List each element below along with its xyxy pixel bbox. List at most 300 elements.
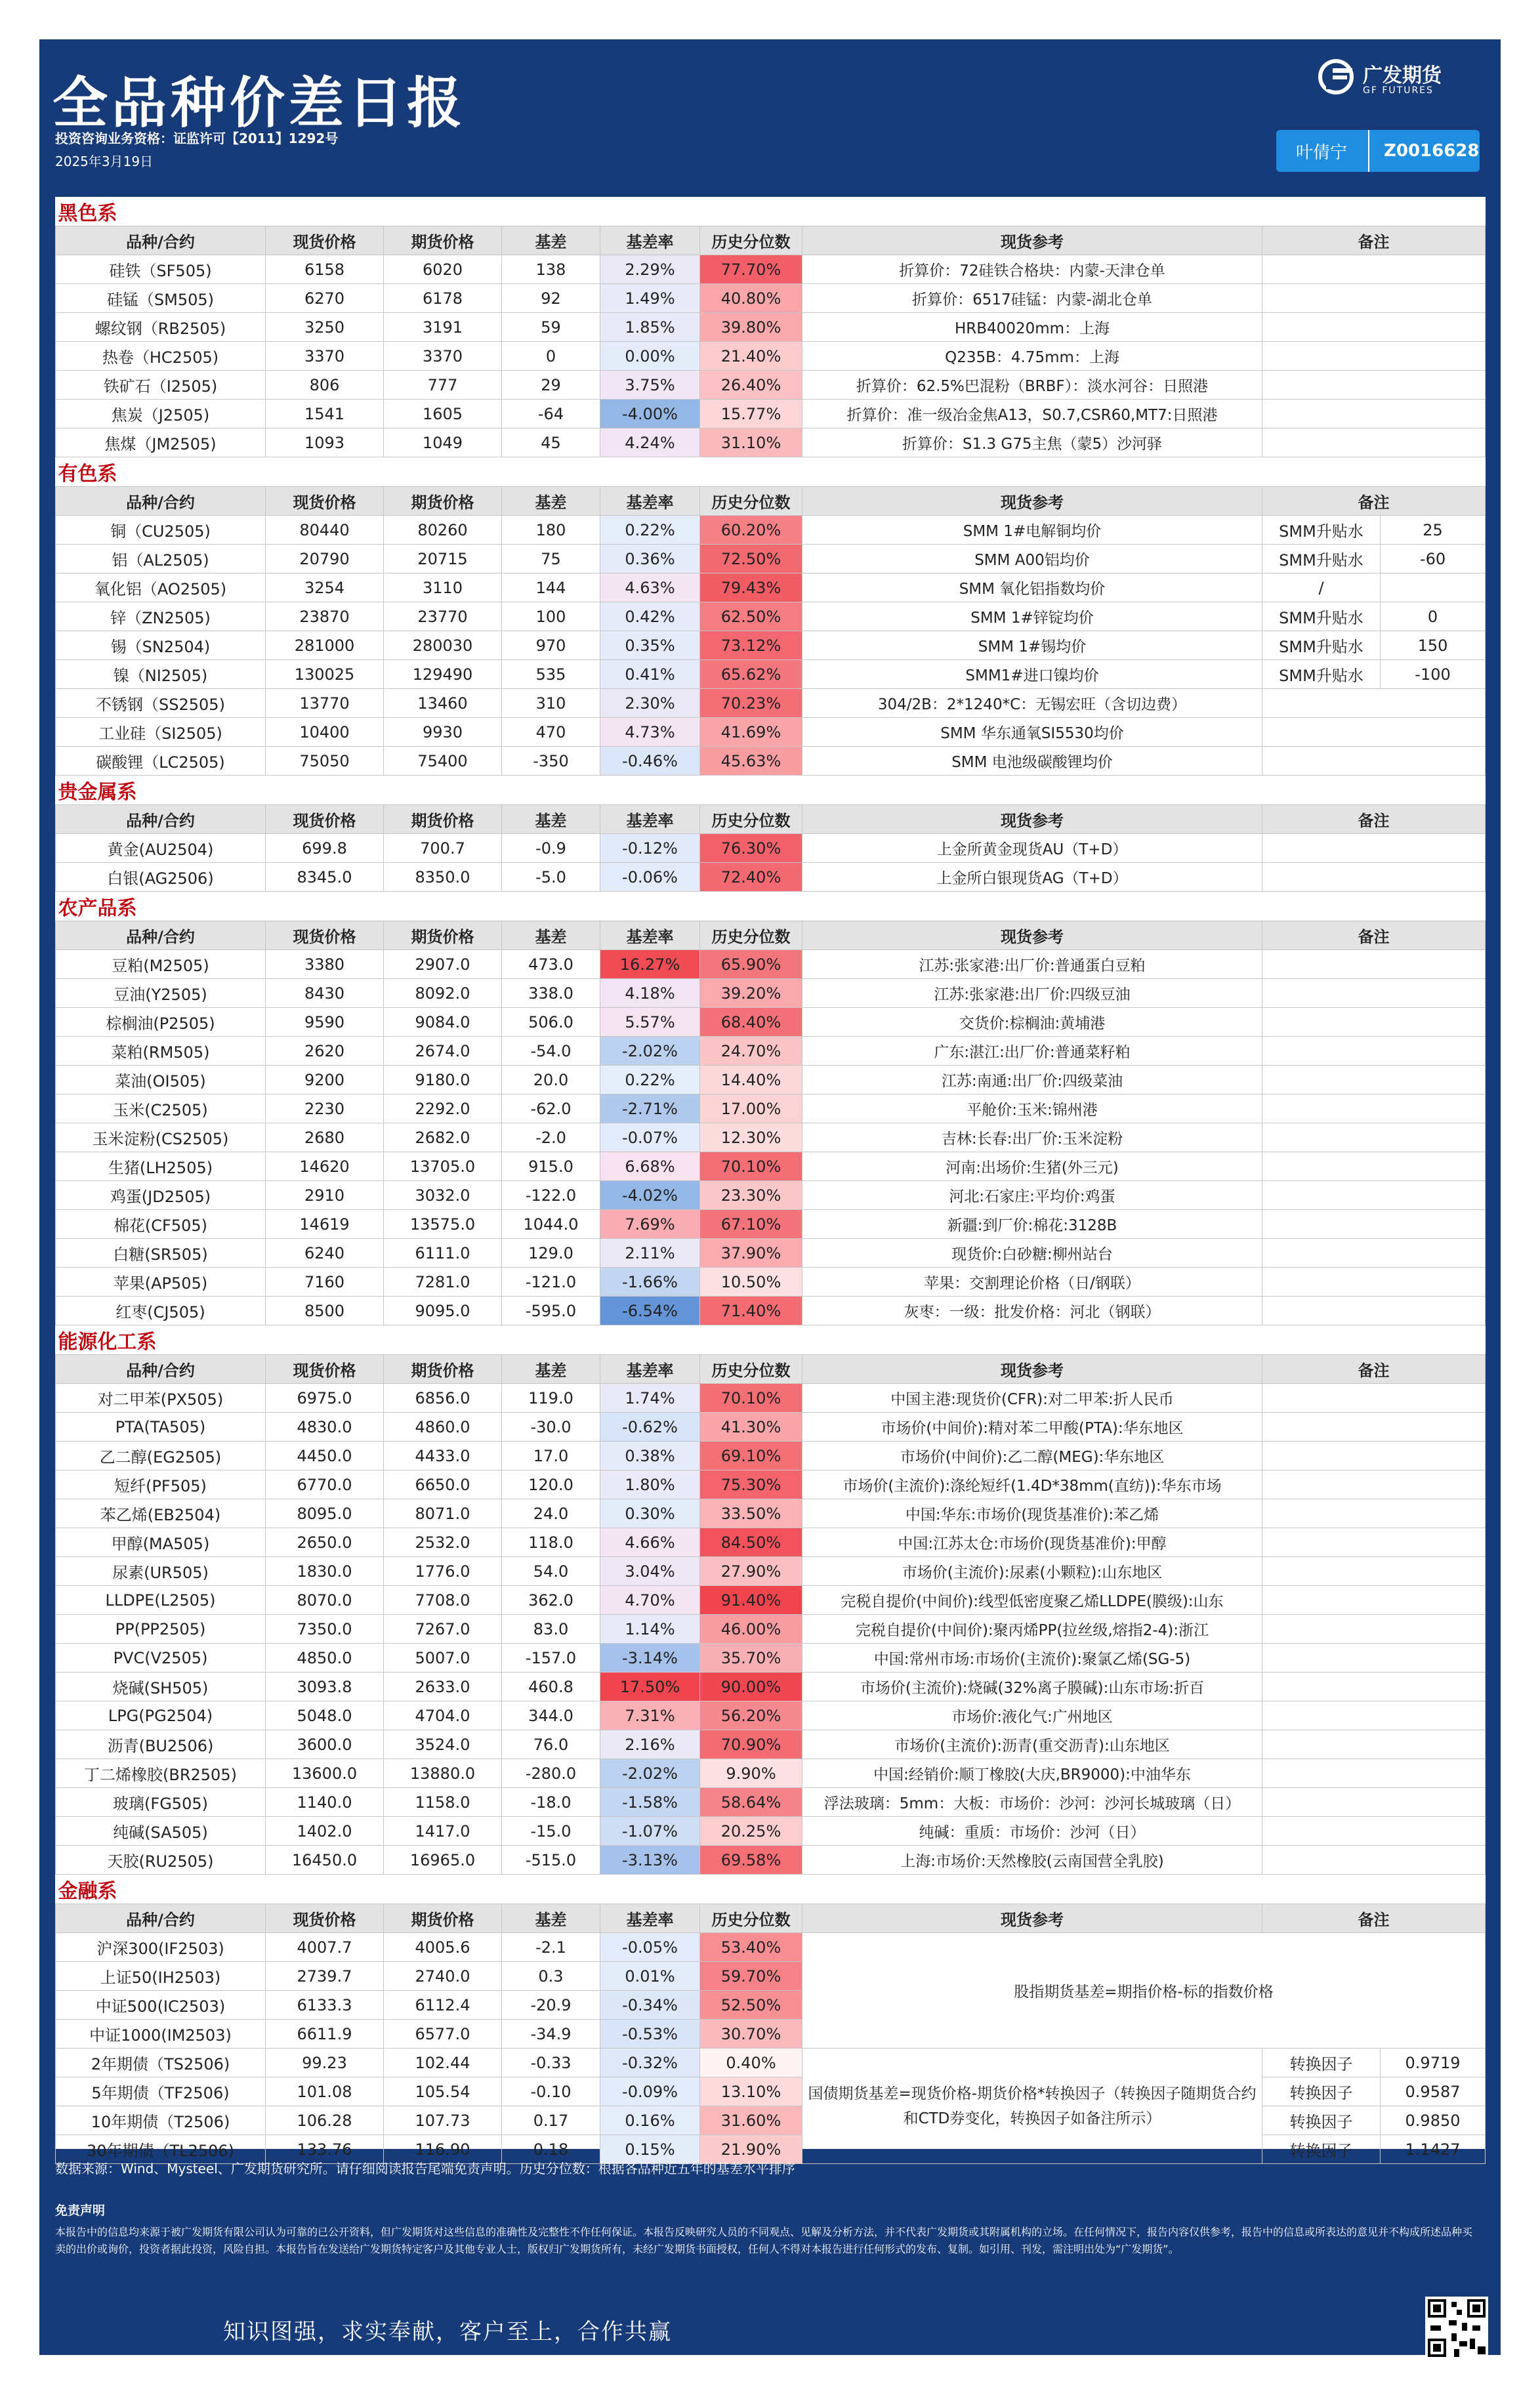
futures-price-cell: 2682.0 <box>384 1123 502 1152</box>
basis-cell: 119.0 <box>502 1384 600 1413</box>
spot-reference-cell: 中国主港:现货价(CFR):对二甲苯:折人民币 <box>802 1384 1262 1413</box>
basis-table <box>55 197 1486 2164</box>
slogan: 知识图强，求实奉献，客户至上，合作共赢 <box>223 2319 672 2345</box>
note-cell <box>1262 1384 1486 1413</box>
basis-cell: 0.18 <box>502 2135 600 2164</box>
column-header: 期货价格 <box>384 226 502 255</box>
basis-rate-cell: 7.31% <box>600 1701 700 1730</box>
column-header-row <box>56 805 1486 834</box>
basis-rate-cell: -2.71% <box>600 1094 700 1123</box>
note-cell <box>1262 1759 1486 1788</box>
futures-price-cell: 4704.0 <box>384 1701 502 1730</box>
section-header <box>56 197 1486 226</box>
table-row <box>56 718 1486 747</box>
table-row <box>56 631 1486 660</box>
note-cell <box>1262 1268 1486 1297</box>
basis-rate-cell: 4.66% <box>600 1528 700 1557</box>
note-cell <box>1262 1123 1486 1152</box>
table-row <box>56 689 1486 718</box>
table-row <box>56 1181 1486 1210</box>
basis-rate-cell: 4.18% <box>600 979 700 1008</box>
spot-price-cell: 2230 <box>266 1094 384 1123</box>
qr-code[interactable] <box>1425 2297 1488 2360</box>
percentile-cell: 21.90% <box>700 2135 802 2164</box>
percentile-cell: 70.23% <box>700 689 802 718</box>
basis-cell: -2.0 <box>502 1123 600 1152</box>
disclaimer-title: 免责声明 <box>55 2203 106 2218</box>
spot-reference-cell: 折算价：6517硅锰：内蒙-湖北仓单 <box>802 284 1262 313</box>
basis-cell: -30.0 <box>502 1413 600 1442</box>
contract-cell: LLDPE(L2505) <box>56 1586 266 1615</box>
column-header: 现货参考 <box>802 805 1262 834</box>
spot-reference-cell: SMM 氧化铝指数均价 <box>802 573 1262 602</box>
futures-price-cell: 6178 <box>384 284 502 313</box>
futures-price-cell: 13460 <box>384 689 502 718</box>
spot-price-cell: 6611.9 <box>266 2020 384 2049</box>
spot-price-cell: 806 <box>266 371 384 400</box>
table-row <box>56 1933 1486 1962</box>
note-cell <box>1262 1239 1486 1268</box>
spot-reference-cell: 市场价(主流价):烧碱(32%离子膜碱):山东市场:折百 <box>802 1673 1262 1701</box>
note-cell <box>1262 1499 1486 1528</box>
basis-cell: 535 <box>502 660 600 689</box>
table-row <box>56 834 1486 863</box>
basis-cell: 24.0 <box>502 1499 600 1528</box>
percentile-cell: 10.50% <box>700 1268 802 1297</box>
basis-rate-cell: -3.13% <box>600 1846 700 1875</box>
basis-rate-cell: 2.16% <box>600 1730 700 1759</box>
column-header: 期货价格 <box>384 487 502 516</box>
basis-cell: 915.0 <box>502 1152 600 1181</box>
spot-reference-cell: 股指期货基差=期指价格-标的指数价格 <box>802 1933 1486 2049</box>
column-header: 备注 <box>1262 1904 1486 1933</box>
basis-rate-cell: 2.11% <box>600 1239 700 1268</box>
spot-price-cell: 8095.0 <box>266 1499 384 1528</box>
spot-reference-cell: 中国:经销价:顺丁橡胶(大庆,BR9000):中油华东 <box>802 1759 1262 1788</box>
note-cell <box>1262 1730 1486 1759</box>
contract-cell: 碳酸锂（LC2505) <box>56 747 266 776</box>
note-label-cell: SMM升贴水 <box>1262 545 1381 573</box>
note-value-cell: 1.1427 <box>1381 2135 1486 2164</box>
basis-cell: 17.0 <box>502 1442 600 1470</box>
spot-reference-cell: 市场价:液化气:广州地区 <box>802 1701 1262 1730</box>
futures-price-cell: 2532.0 <box>384 1528 502 1557</box>
basis-rate-cell: 1.74% <box>600 1384 700 1413</box>
spot-reference-cell: 中国:华东:市场价(现货基准价):苯乙烯 <box>802 1499 1262 1528</box>
table-row <box>56 1066 1486 1094</box>
basis-rate-cell: 2.29% <box>600 255 700 284</box>
section-header <box>56 892 1486 921</box>
contract-cell: 红枣(CJ505) <box>56 1297 266 1325</box>
futures-price-cell: 8092.0 <box>384 979 502 1008</box>
contract-cell: 豆油(Y2505) <box>56 979 266 1008</box>
percentile-cell: 41.69% <box>700 718 802 747</box>
futures-price-cell: 2740.0 <box>384 1962 502 1991</box>
table-row <box>56 428 1486 457</box>
table-row <box>56 660 1486 689</box>
basis-rate-cell: -0.34% <box>600 1991 700 2020</box>
futures-price-cell: 9180.0 <box>384 1066 502 1094</box>
table-row <box>56 1297 1486 1325</box>
contract-cell: 玉米(C2505) <box>56 1094 266 1123</box>
basis-table-area <box>55 197 1485 2160</box>
spot-price-cell: 8430 <box>266 979 384 1008</box>
table-row <box>56 284 1486 313</box>
futures-price-cell: 102.44 <box>384 2049 502 2077</box>
basis-cell: 180 <box>502 516 600 545</box>
basis-rate-cell: -0.09% <box>600 2077 700 2106</box>
spot-price-cell: 3250 <box>266 313 384 342</box>
note-label-cell: 转换因子 <box>1262 2049 1381 2077</box>
spot-price-cell: 8345.0 <box>266 863 384 892</box>
futures-price-cell: 1776.0 <box>384 1557 502 1586</box>
note-label-cell: 转换因子 <box>1262 2135 1381 2164</box>
note-cell <box>1262 1846 1486 1875</box>
percentile-cell: 17.00% <box>700 1094 802 1123</box>
table-row <box>56 1528 1486 1557</box>
spot-price-cell: 1830.0 <box>266 1557 384 1586</box>
spot-reference-cell: 折算价：S1.3 G75主焦（蒙5）沙河驿 <box>802 428 1262 457</box>
futures-price-cell: 1158.0 <box>384 1788 502 1817</box>
futures-price-cell: 6111.0 <box>384 1239 502 1268</box>
basis-cell: -5.0 <box>502 863 600 892</box>
spot-price-cell: 14620 <box>266 1152 384 1181</box>
basis-rate-cell: 4.70% <box>600 1586 700 1615</box>
table-row <box>56 342 1486 371</box>
spot-price-cell: 6770.0 <box>266 1470 384 1499</box>
basis-rate-cell: 1.14% <box>600 1615 700 1644</box>
spot-reference-cell: SMM 华东通氧SI5530均价 <box>802 718 1262 747</box>
basis-cell: 45 <box>502 428 600 457</box>
spot-reference-cell: 苹果：交割理论价格（日/钢联） <box>802 1268 1262 1297</box>
basis-rate-cell: 0.22% <box>600 516 700 545</box>
spot-reference-cell: SMM 1#锌锭均价 <box>802 602 1262 631</box>
percentile-cell: 70.10% <box>700 1384 802 1413</box>
note-cell <box>1262 950 1486 979</box>
table-row <box>56 255 1486 284</box>
basis-cell: -54.0 <box>502 1037 600 1066</box>
basis-rate-cell: 0.30% <box>600 1499 700 1528</box>
basis-cell: 310 <box>502 689 600 718</box>
basis-rate-cell: 0.35% <box>600 631 700 660</box>
spot-reference-cell: 国债期货基差=现货价格-期货价格*转换因子（转换因子随期货合约和CTD券变化，转换因子如备注所示） <box>802 2049 1262 2164</box>
spot-reference-cell: SMM 电池级碳酸锂均价 <box>802 747 1262 776</box>
column-header: 基差 <box>502 805 600 834</box>
note-cell <box>1262 1094 1486 1123</box>
futures-price-cell: 7281.0 <box>384 1268 502 1297</box>
column-header: 基差率 <box>600 226 700 255</box>
basis-rate-cell: -1.58% <box>600 1788 700 1817</box>
futures-price-cell: 75400 <box>384 747 502 776</box>
logo-en-text: GF FUTURES <box>1363 85 1434 96</box>
spot-price-cell: 6158 <box>266 255 384 284</box>
contract-cell: 丁二烯橡胶(BR2505) <box>56 1759 266 1788</box>
spot-price-cell: 13770 <box>266 689 384 718</box>
column-header: 历史分位数 <box>700 226 802 255</box>
note-value-cell: 0.9850 <box>1381 2106 1486 2135</box>
table-row <box>56 400 1486 428</box>
table-row <box>56 1817 1486 1846</box>
basis-rate-cell: -6.54% <box>600 1297 700 1325</box>
table-row <box>56 1701 1486 1730</box>
note-value-cell: 25 <box>1381 516 1486 545</box>
spot-reference-cell: 上海:市场价:天然橡胶(云南国营全乳胶) <box>802 1846 1262 1875</box>
table-row <box>56 2049 1486 2077</box>
basis-cell: -18.0 <box>502 1788 600 1817</box>
basis-rate-cell: -4.02% <box>600 1181 700 1210</box>
futures-price-cell: 4860.0 <box>384 1413 502 1442</box>
basis-cell: -15.0 <box>502 1817 600 1846</box>
basis-rate-cell: -0.53% <box>600 2020 700 2049</box>
spot-price-cell: 6270 <box>266 284 384 313</box>
table-row <box>56 573 1486 602</box>
table-row <box>56 2077 1486 2106</box>
column-header: 期货价格 <box>384 805 502 834</box>
futures-price-cell: 80260 <box>384 516 502 545</box>
spot-price-cell: 80440 <box>266 516 384 545</box>
spot-reference-cell: 现货价:白砂糖:柳州站台 <box>802 1239 1262 1268</box>
basis-rate-cell: -2.02% <box>600 1037 700 1066</box>
basis-cell: 75 <box>502 545 600 573</box>
futures-price-cell: 9084.0 <box>384 1008 502 1037</box>
percentile-cell: 24.70% <box>700 1037 802 1066</box>
contract-cell: 工业硅（SI2505) <box>56 718 266 747</box>
basis-rate-cell: -2.02% <box>600 1759 700 1788</box>
column-header: 现货价格 <box>266 487 384 516</box>
note-cell <box>1262 1528 1486 1557</box>
note-cell <box>1262 1442 1486 1470</box>
company-logo <box>1317 56 1461 102</box>
qr-code-icon <box>1425 2297 1488 2360</box>
spot-price-cell: 3093.8 <box>266 1673 384 1701</box>
contract-cell: 甲醇(MA505) <box>56 1528 266 1557</box>
spot-price-cell: 3370 <box>266 342 384 371</box>
spot-reference-cell: 中国:常州市场:市场价(主流价):聚氯乙烯(SG-5) <box>802 1644 1262 1673</box>
logo-cn-text: 广发期货 <box>1363 64 1442 87</box>
column-header-row <box>56 921 1486 950</box>
basis-rate-cell: 0.36% <box>600 545 700 573</box>
percentile-cell: 45.63% <box>700 747 802 776</box>
analyst-name: 叶倩宁 <box>1296 142 1348 163</box>
column-header: 基差率 <box>600 1904 700 1933</box>
section-header <box>56 1875 1486 1904</box>
note-cell <box>1262 1210 1486 1239</box>
spot-reference-cell: 市场价(主流价):涤纶短纤(1.4D*38mm(直纺)):华东市场 <box>802 1470 1262 1499</box>
percentile-cell: 15.77% <box>700 400 802 428</box>
percentile-cell: 31.60% <box>700 2106 802 2135</box>
spot-price-cell: 1140.0 <box>266 1788 384 1817</box>
table-row <box>56 979 1486 1008</box>
spot-price-cell: 106.28 <box>266 2106 384 2135</box>
spot-price-cell: 4830.0 <box>266 1413 384 1442</box>
qr-caption: 关注微信公众号 <box>1416 2367 1480 2377</box>
basis-cell: 76.0 <box>502 1730 600 1759</box>
column-header: 基差 <box>502 487 600 516</box>
table-row <box>56 1210 1486 1239</box>
basis-rate-cell: -0.12% <box>600 834 700 863</box>
futures-price-cell: 777 <box>384 371 502 400</box>
column-header: 备注 <box>1262 1355 1486 1384</box>
contract-cell: 2年期债（TS2506) <box>56 2049 266 2077</box>
table-row <box>56 950 1486 979</box>
data-source: 数据来源：Wind、Mysteel、广发期货研究所。请仔细阅读报告尾端免责声明。历史分位数：根据各品种近五年的基差水平排序 <box>55 2161 795 2176</box>
report-title: 全品种价差日报 <box>52 70 467 135</box>
contract-cell: 中证1000(IM2503) <box>56 2020 266 2049</box>
basis-rate-cell: 0.16% <box>600 2106 700 2135</box>
column-header: 现货参考 <box>802 487 1262 516</box>
table-row <box>56 1123 1486 1152</box>
spot-price-cell: 6975.0 <box>266 1384 384 1413</box>
table-row <box>56 1239 1486 1268</box>
basis-cell: -62.0 <box>502 1094 600 1123</box>
spot-reference-cell: 河南:出场价:生猪(外三元) <box>802 1152 1262 1181</box>
contract-cell: 10年期债（T2506) <box>56 2106 266 2135</box>
basis-rate-cell: 0.42% <box>600 602 700 631</box>
basis-cell: -0.9 <box>502 834 600 863</box>
percentile-cell: 67.10% <box>700 1210 802 1239</box>
table-row <box>56 1644 1486 1673</box>
column-header: 品种/合约 <box>56 921 266 950</box>
column-header: 历史分位数 <box>700 1904 802 1933</box>
column-header: 备注 <box>1262 805 1486 834</box>
basis-cell: -121.0 <box>502 1268 600 1297</box>
contract-cell: 天胶(RU2505) <box>56 1846 266 1875</box>
column-header: 历史分位数 <box>700 805 802 834</box>
contract-cell: 螺纹钢（RB2505) <box>56 313 266 342</box>
column-header-row <box>56 226 1486 255</box>
note-cell <box>1262 400 1486 428</box>
note-cell <box>1262 1701 1486 1730</box>
spot-price-cell: 20790 <box>266 545 384 573</box>
basis-cell: 138 <box>502 255 600 284</box>
table-row <box>56 1788 1486 1817</box>
report-date: 2025年3月19日 <box>55 154 154 169</box>
futures-price-cell: 2633.0 <box>384 1673 502 1701</box>
report-header <box>39 39 1501 197</box>
futures-price-cell: 13705.0 <box>384 1152 502 1181</box>
futures-price-cell: 16965.0 <box>384 1846 502 1875</box>
basis-rate-cell: 17.50% <box>600 1673 700 1701</box>
percentile-cell: 9.90% <box>700 1759 802 1788</box>
note-cell <box>1262 1673 1486 1701</box>
section-title: 能源化工系 <box>56 1325 1486 1355</box>
column-header: 基差率 <box>600 1355 700 1384</box>
basis-rate-cell: 3.04% <box>600 1557 700 1586</box>
report-frame <box>39 39 1501 2377</box>
basis-cell: 29 <box>502 371 600 400</box>
contract-cell: 白糖(SR505) <box>56 1239 266 1268</box>
spot-price-cell: 2620 <box>266 1037 384 1066</box>
section-header <box>56 1325 1486 1355</box>
table-row <box>56 1586 1486 1615</box>
futures-price-cell: 2292.0 <box>384 1094 502 1123</box>
contract-cell: 菜油(OI505) <box>56 1066 266 1094</box>
spot-price-cell: 1093 <box>266 428 384 457</box>
note-label-cell: SMM升贴水 <box>1262 660 1381 689</box>
basis-cell: 344.0 <box>502 1701 600 1730</box>
column-header: 品种/合约 <box>56 1355 266 1384</box>
contract-cell: 短纤(PF505) <box>56 1470 266 1499</box>
spot-reference-cell: 广东:湛江:出厂价:普通菜籽粕 <box>802 1037 1262 1066</box>
spot-reference-cell: 河北:石家庄:平均价:鸡蛋 <box>802 1181 1262 1210</box>
basis-rate-cell: -0.32% <box>600 2049 700 2077</box>
futures-price-cell: 129490 <box>384 660 502 689</box>
note-cell <box>1262 1586 1486 1615</box>
table-row <box>56 863 1486 892</box>
column-header: 历史分位数 <box>700 487 802 516</box>
basis-cell: 1044.0 <box>502 1210 600 1239</box>
futures-price-cell: 8071.0 <box>384 1499 502 1528</box>
futures-price-cell: 116.90 <box>384 2135 502 2164</box>
futures-price-cell: 107.73 <box>384 2106 502 2135</box>
contract-cell: LPG(PG2504) <box>56 1701 266 1730</box>
percentile-cell: 23.30% <box>700 1181 802 1210</box>
table-row <box>56 516 1486 545</box>
table-row <box>56 1730 1486 1759</box>
contract-cell: PP(PP2505) <box>56 1615 266 1644</box>
basis-rate-cell: 4.73% <box>600 718 700 747</box>
futures-price-cell: 9095.0 <box>384 1297 502 1325</box>
spot-reference-cell: Q235B：4.75mm：上海 <box>802 342 1262 371</box>
spot-price-cell: 7160 <box>266 1268 384 1297</box>
basis-cell: 460.8 <box>502 1673 600 1701</box>
note-cell <box>1262 1037 1486 1066</box>
table-row <box>56 1470 1486 1499</box>
contract-cell: 尿素(UR505) <box>56 1557 266 1586</box>
note-cell <box>1262 1152 1486 1181</box>
basis-cell: -0.33 <box>502 2049 600 2077</box>
table-row <box>56 747 1486 776</box>
spot-reference-cell: 江苏:南通:出厂价:四级菜油 <box>802 1066 1262 1094</box>
contract-cell: 鸡蛋(JD2505) <box>56 1181 266 1210</box>
note-value-cell <box>1381 573 1486 602</box>
basis-cell: -280.0 <box>502 1759 600 1788</box>
basis-cell: 506.0 <box>502 1008 600 1037</box>
percentile-cell: 39.20% <box>700 979 802 1008</box>
futures-price-cell: 7267.0 <box>384 1615 502 1644</box>
analyst-divider <box>1368 130 1369 172</box>
basis-cell: 100 <box>502 602 600 631</box>
spot-price-cell: 2910 <box>266 1181 384 1210</box>
note-value-cell: 0 <box>1381 602 1486 631</box>
futures-price-cell: 5007.0 <box>384 1644 502 1673</box>
note-cell <box>1262 1413 1486 1442</box>
spot-reference-cell: 完税自提价(中间价):聚丙烯PP(拉丝级,熔指2-4):浙江 <box>802 1615 1262 1644</box>
basis-cell: -350 <box>502 747 600 776</box>
basis-cell: 0.17 <box>502 2106 600 2135</box>
percentile-cell: 65.90% <box>700 950 802 979</box>
futures-price-cell: 280030 <box>384 631 502 660</box>
column-header: 历史分位数 <box>700 1355 802 1384</box>
futures-price-cell: 20715 <box>384 545 502 573</box>
basis-rate-cell: 0.41% <box>600 660 700 689</box>
futures-price-cell: 2674.0 <box>384 1037 502 1066</box>
percentile-cell: 35.70% <box>700 1644 802 1673</box>
spot-reference-cell: 304/2B：2*1240*C：无锡宏旺（含切边费） <box>802 689 1262 718</box>
percentile-cell: 59.70% <box>700 1962 802 1991</box>
table-row <box>56 1094 1486 1123</box>
spot-reference-cell: 平舱价:玉米:锦州港 <box>802 1094 1262 1123</box>
column-header: 备注 <box>1262 487 1486 516</box>
spot-price-cell: 9200 <box>266 1066 384 1094</box>
percentile-cell: 69.58% <box>700 1846 802 1875</box>
spot-reference-cell: 灰枣：一级：批发价格：河北（钢联） <box>802 1297 1262 1325</box>
basis-rate-cell: -0.62% <box>600 1413 700 1442</box>
table-row <box>56 1442 1486 1470</box>
basis-rate-cell: -3.14% <box>600 1644 700 1673</box>
futures-price-cell: 105.54 <box>384 2077 502 2106</box>
basis-rate-cell: 6.68% <box>600 1152 700 1181</box>
